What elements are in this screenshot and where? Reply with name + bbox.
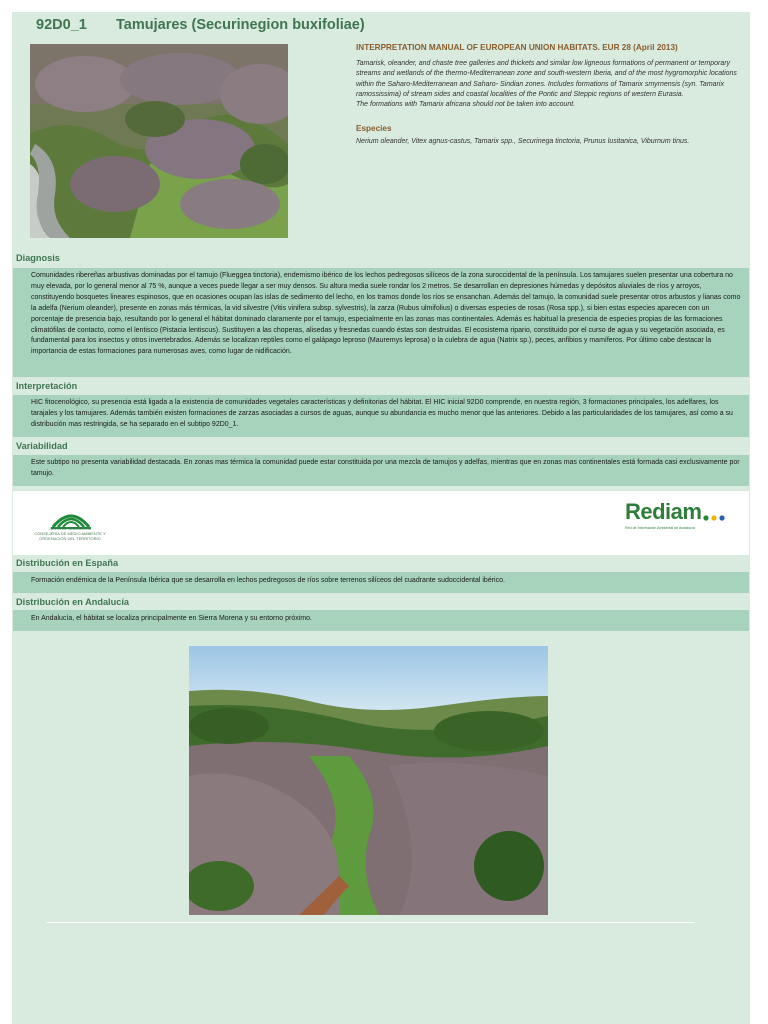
manual-note-text: The formations with Tamarix africana should not be taken into account.: [356, 101, 576, 109]
footer-divider: [47, 922, 695, 923]
diagnosis-heading: Diagnosis: [16, 253, 60, 263]
variabilidad-heading: Variabilidad: [16, 441, 68, 451]
especies-heading: Especies: [356, 124, 392, 133]
logo-row: [13, 491, 749, 555]
rediam-subtitle: Red de Información Ambiental de Andalucía: [625, 526, 695, 530]
especies-list: Nerium oleander, Vitex agnus-castus, Tamarix spp., Securinega tinctoria, Prunus lusitanica, Viburnum tinus.: [356, 138, 690, 145]
junta-caption: [29, 526, 111, 541]
distribucion-andalucia-text: En Andalucía, el hábitat se localiza principalmente en Sierra Morena y su entorno próximo.: [13, 610, 749, 631]
interpretacion-text: HIC fitocenológico, su presencia está ligada a la existencia de comunidades vegetales características y definitorias del hábitat. El HIC inicial 92D0 comprende, en nuestra región, 3 formaciones principales, los adelfares, los tarajales y los tamujares. Además también existen formaciones de zarzas asociadas a cursos de aguas, aunque su abundancia es mucho menor que las anteriores. Debido a las particularidades de los tamujares, así como a su distribución mas restringida, se ha separado en el subtipo 92D0_1.: [13, 395, 749, 437]
variabilidad-text: Este subtipo no presenta variabilidad destacada. En zonas mas térmica la comunidad puede estar constituida por una mezcla de tamujos y adelfas, mientras que en zonas mas continentales está formada casi exclusivamente por tamujo.: [13, 455, 749, 486]
junta-subtitle: CONSEJERÍA DE MEDIO AMBIENTE Y ORDENACIÓN DEL TERRITORIO: [34, 531, 106, 541]
manual-heading: INTERPRETATION MANUAL OF EUROPEAN UNION HABITATS. EUR 28 (April 2013): [356, 43, 678, 52]
habitat-sheet: [12, 12, 750, 1024]
distribucion-espana-heading: Distribución en España: [16, 558, 119, 568]
habitat-photo-valley: [189, 646, 548, 915]
rediam-logo-text: Rediam: [625, 499, 702, 524]
habitat-photo-stream: [30, 44, 288, 238]
habitat-code: 92D0_1: [36, 17, 87, 33]
habitat-title: Tamujares (Securinegion buxifoliae): [116, 17, 365, 33]
diagnosis-text: Comunidades ribereñas arbustivas dominadas por el tamujo (Flueggea tinctoria), endemismo ibérico de los lechos pedregosos silíceos de la zona suroccidental de la península. Los tamujares suelen presentar una cobertura no muy elevada, por lo general menor al 75 %, aunque a veces puede llegar a ser muy densos. Su altura media suele rondar los 2 metros. Se desarrollan en depresiones húmedas y depósitos aluviales de ríos y arroyos, constituyendo bosquetes lineares espinosos, que en ocasiones ocupan las islas de sedimento del lecho, en los tramos donde los ríos se ensanchan. Además del tamujo, la comunidad suele presentar otros arbustos y lianas como la adelfa (Nerium oleander), presente en zonas más térmicas, la vid silvestre (Vitis vinifera subsp. sylvestris), la zarza (Rubus ulmifolius) o diversas especies de rosas (Rosa spp.), si bien estas especies aparecen con un porcentaje de presencia bajo, resultando por lo general el hábitat dominado claramente por el tamujo, especialmente en las zonas mas continentales. Además es habitual la presencia de especies propias de las formaciones climatófilas de contacto, como el lentisco (Pistacia lentiscus). Sustituyen a las choperas, alisedas y fresnedas cuando éstas son destruidas. El ecosistema ripario, constituido por el curso de agua y su vegetación asociada, es fundamental para los insectos y otros invertebrados. Además se localizan reptiles como el galápago leproso (Mauremys leprosa) o la culebra de agua (Natrix sp.), peces, anfibios y mamíferos. Por último cabe destacar la importancia de estas formaciones para numerosas aves, como lugar de nidificación.: [13, 268, 749, 377]
junta-name: JUNTA DE ANDALUCIA: [48, 526, 92, 531]
interpretacion-heading: Interpretación: [16, 381, 78, 391]
manual-body-text: Tamarisk, oleander, and chaste tree galleries and thickets and similar low ligneous formations of permanent or temporary streams and wetlands of the thermo-Mediterranean zone and south-western Iberia, and of the most hygromorphic locations within the Saharo-Mediterranean and Saharo- Sindian zones. Includes formations of Tamarix smyrnensis (syn. Tamarix ramossissima) of stream sides and coastal localities of the Pontic and Steppic regions of western Eurasia.: [356, 60, 737, 98]
rediam-dots-icon: [703, 515, 725, 521]
distribucion-andalucia-heading: Distribución en Andalucía: [16, 597, 129, 607]
manual-description: [356, 59, 742, 110]
distribucion-espana-text: Formación endémica de la Península Ibérica que se desarrolla en lechos pedregosos de ríos sobre terrenos silíceos del cuadrante sudoccidental ibérico.: [13, 572, 749, 593]
